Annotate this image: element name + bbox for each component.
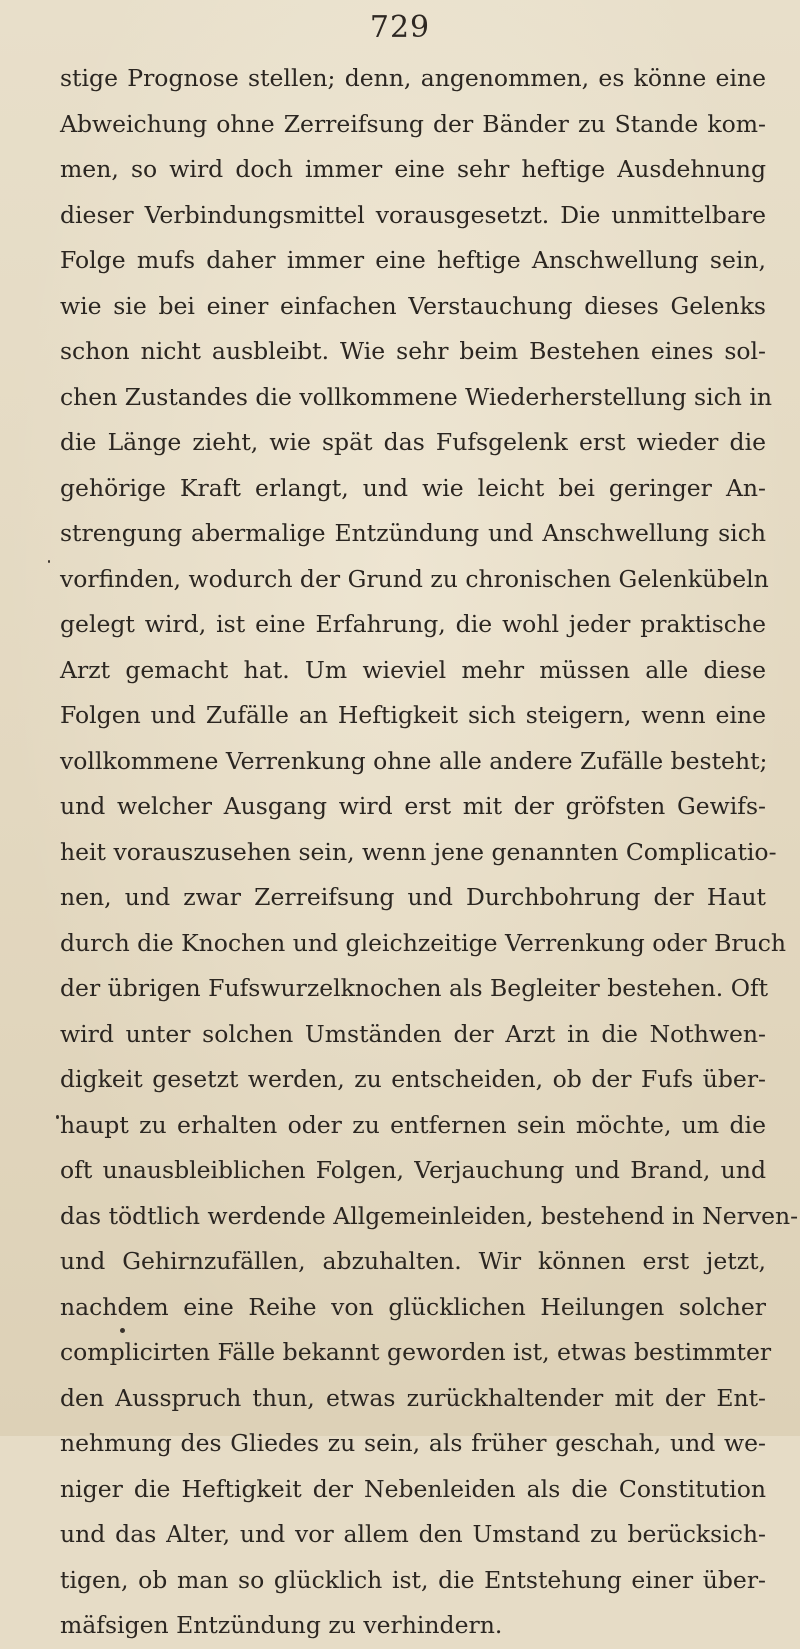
text-line: oft unausbleiblichen Folgen, Verjauchung und Brand, und [60,1156,766,1184]
text-line: chen Zustandes die vollkommene Wiederherstellung sich in [60,382,773,411]
text-line: durch die Knochen und gleichzeitige Verrenkung oder Bruch [60,928,786,957]
body-text [60,56,799,1649]
text-line: vorfinden, wodurch der Grund zu chronischen Gelenkübeln [60,564,769,593]
text-line: die Länge zieht, wie spät das Fufsgelenk erst wieder die [60,428,766,456]
page-number: 729 [369,10,431,45]
paper-speck [56,1115,59,1119]
text-line: mäfsigen Entzündung zu verhindern. [60,1611,503,1639]
text-line: gelegt wird, ist eine Erfahrung, die wohl jeder praktische [60,610,766,638]
text-line: men, so wird doch immer eine sehr heftige Ausdehnung [60,155,766,183]
text-line: vollkommene Verrenkung ohne alle andere Zufälle besteht; [60,746,768,775]
text-line: Abweichung ohne Zerreifsung der Bänder zu Stande kom- [60,109,766,138]
text-line: und welcher Ausgang wird erst mit der gröfsten Gewifs- [60,792,766,820]
text-line: Folge mufs daher immer eine heftige Anschwellung sein, [60,246,766,274]
paper-speck [48,560,50,563]
text-line: tigen, ob man so glücklich ist, die Entstehung einer über- [60,1565,766,1594]
text-line: haupt zu erhalten oder zu entfernen sein möchte, um die [60,1110,766,1139]
text-line: und Gehirnzufällen, abzuhalten. Wir können erst jetzt, [60,1247,766,1275]
text-line: wie sie bei einer einfachen Verstauchung dieses Gelenks [60,291,766,320]
text-line: dieser Verbindungsmittel vorausgesetzt. Die unmittelbare [60,200,766,229]
text-line: wird unter solchen Umständen der Arzt in die Nothwen- [60,1019,766,1048]
text-line: schon nicht ausbleibt. Wie sehr beim Bestehen eines sol- [60,337,766,365]
text-line: nachdem eine Reihe von glücklichen Heilungen solcher [60,1292,766,1321]
text-line: nehmung des Gliedes zu sein, als früher geschah, und we- [60,1429,766,1457]
text-line: und das Alter, und vor allem den Umstand zu berücksich- [60,1520,766,1548]
text-line: stige Prognose stellen; denn, angenommen, es könne eine [60,64,766,92]
text-line: digkeit gesetzt werden, zu entscheiden, ob der Fufs über- [60,1065,766,1093]
text-line: Folgen und Zufälle an Heftigkeit sich steigern, wenn eine [60,701,766,729]
paper-speck [120,1328,125,1333]
text-line: gehörige Kraft erlangt, und wie leicht bei geringer An- [60,473,766,502]
text-line: strengung abermalige Entzündung und Anschwellung sich [60,519,766,547]
text-line: Arzt gemacht hat. Um wieviel mehr müssen alle diese [60,655,766,684]
text-line: heit vorauszusehen sein, wenn jene genannten Complicatio- [60,837,777,866]
text-line: der übrigen Fufswurzelknochen als Begleiter bestehen. Oft [60,974,769,1002]
text-line: nen, und zwar Zerreifsung und Durchbohrung der Haut [60,883,766,911]
text-line: den Ausspruch thun, etwas zurückhaltender mit der Ent- [60,1383,766,1412]
text-line: niger die Heftigkeit der Nebenleiden als die Constitution [60,1474,766,1503]
text-line: complicirten Fälle bekannt geworden ist, etwas bestimmter [60,1338,772,1366]
text-line: das tödtlich werdende Allgemeinleiden, bestehend in Nerven- [60,1201,799,1230]
